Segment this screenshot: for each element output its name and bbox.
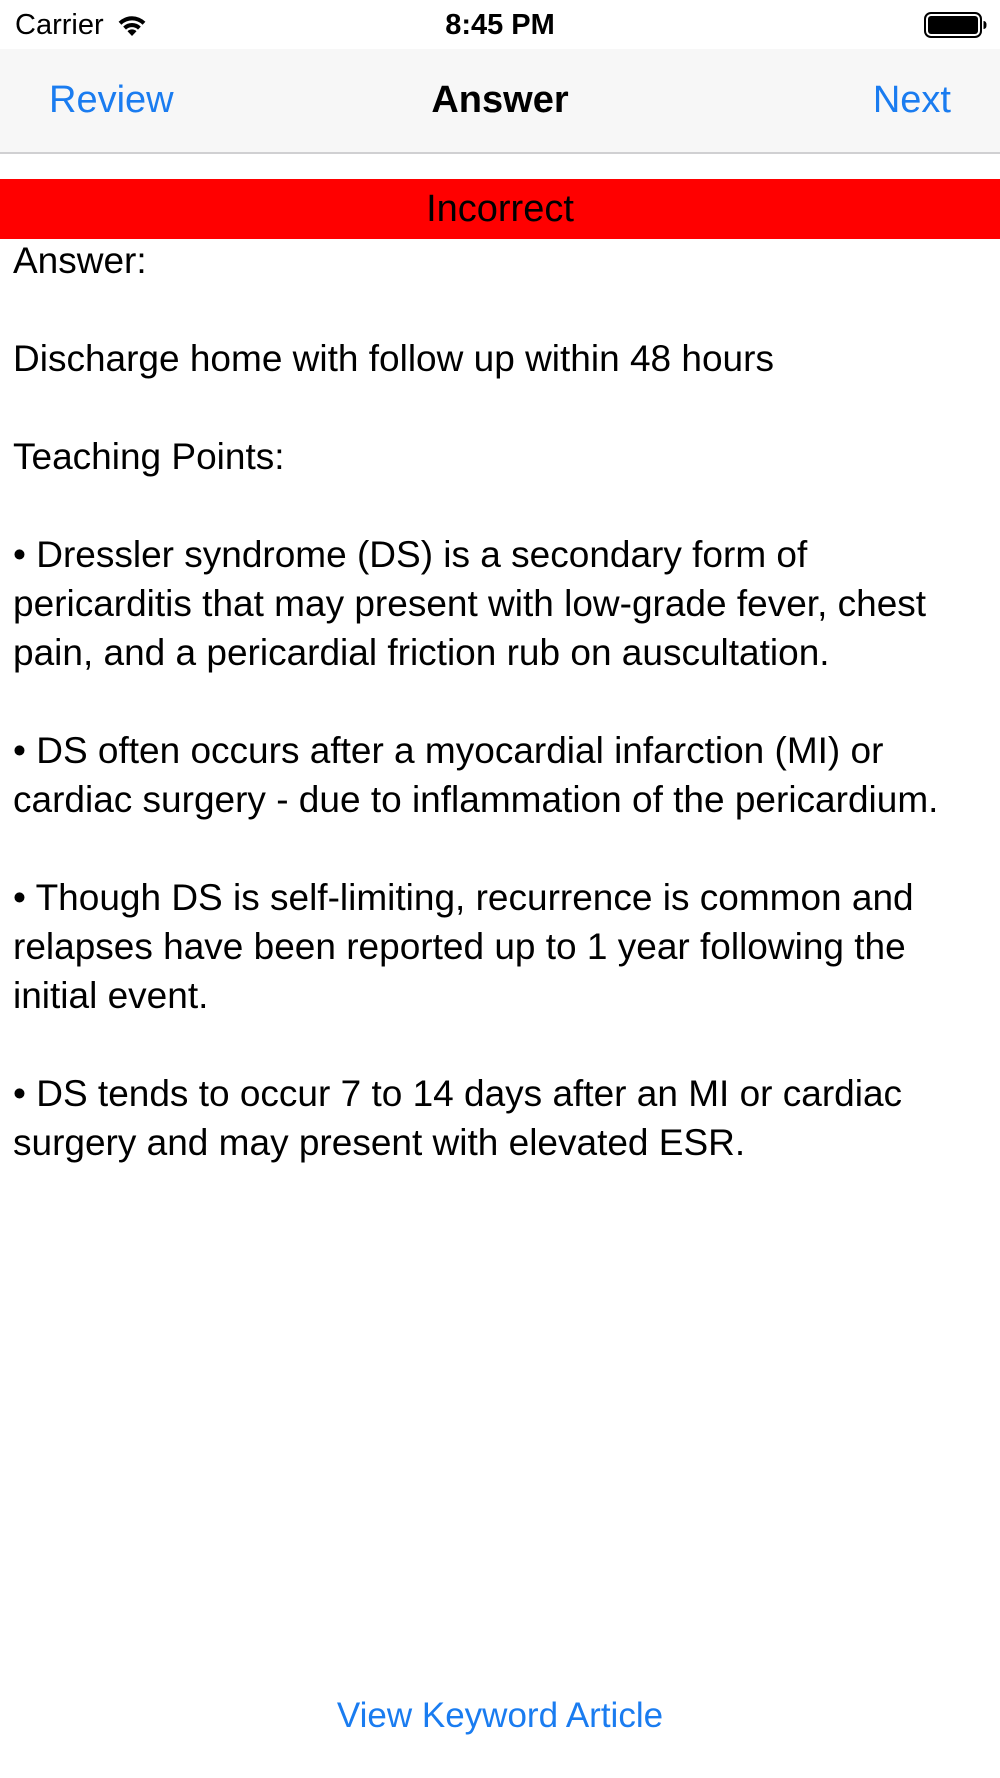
status-time: 8:45 PM (445, 9, 555, 41)
battery-icon (924, 11, 988, 39)
navigation-bar (0, 49, 1000, 154)
teaching-points-heading: Teaching Points: (13, 436, 285, 477)
review-button[interactable]: Review (49, 79, 174, 121)
teaching-point: • Dressler syndrome (DS) is a secondary form of pericarditis that may present with low-grade fever, chest pain, and a pericardial friction rub on auscultation. (13, 534, 927, 673)
answer-content (13, 236, 988, 1167)
teaching-point: • Though DS is self-limiting, recurrence is common and relapses have been reported up to 1 year following the initial event. (13, 877, 914, 1016)
teaching-point: • DS often occurs after a myocardial infarction (MI) or cardiac surgery - due to inflammation of the pericardium. (13, 730, 939, 820)
next-button[interactable]: Next (872, 79, 951, 121)
view-keyword-article-link[interactable]: View Keyword Article (336, 1696, 664, 1735)
answer-heading: Answer: (13, 240, 147, 281)
answer-text: Discharge home with follow up within 48 hours (13, 338, 774, 379)
carrier-label: Carrier (15, 9, 104, 41)
teaching-point: • DS tends to occur 7 to 14 days after an MI or cardiac surgery and may present with elevated ESR. (13, 1073, 903, 1163)
status-bar (0, 0, 1000, 49)
page-title: Answer (431, 79, 569, 121)
result-banner: Incorrect (0, 179, 1000, 239)
